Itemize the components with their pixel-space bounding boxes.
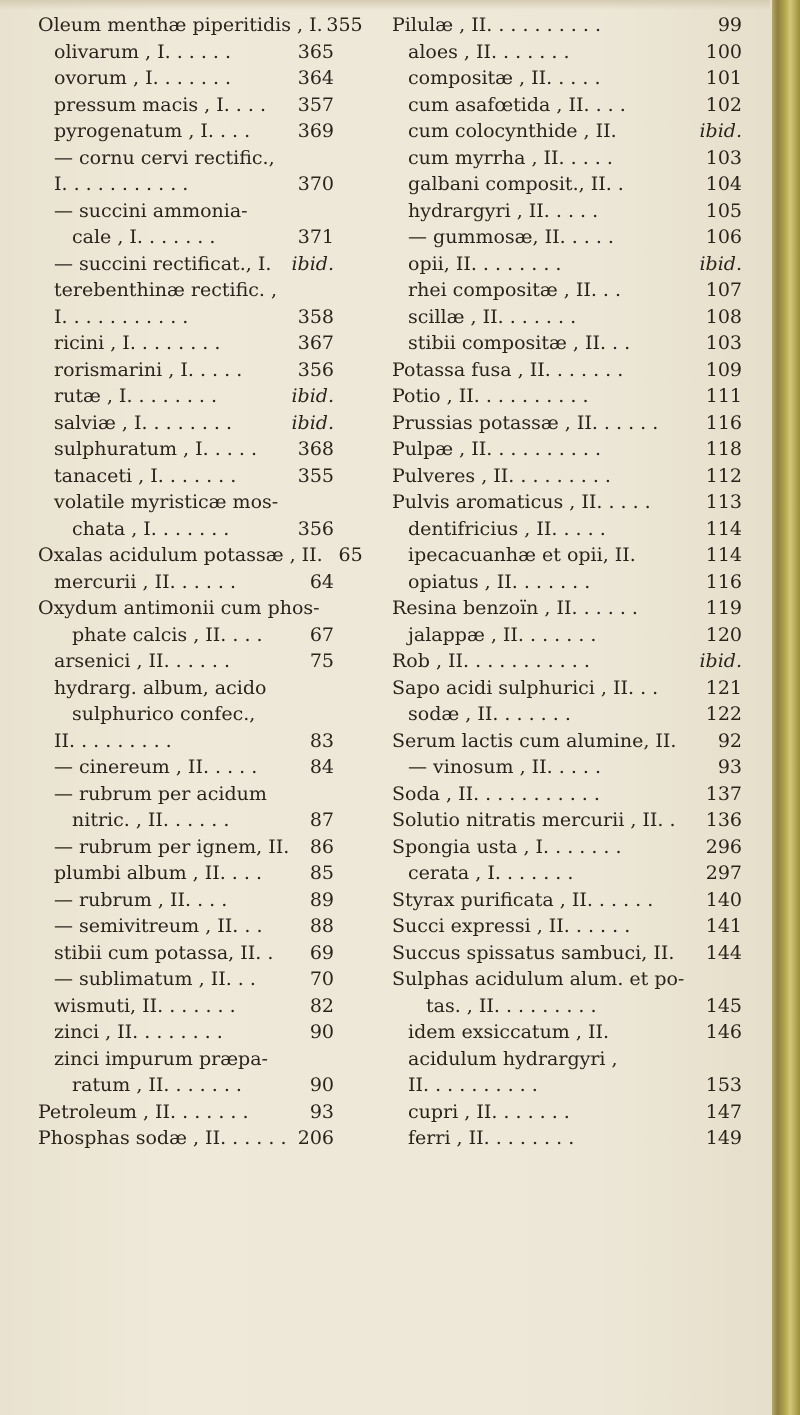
- entry-page-number: 137: [705, 782, 742, 805]
- entry-page-number: 65: [338, 544, 363, 566]
- index-entry: [392, 754, 742, 781]
- entry-page-number: 118: [705, 438, 742, 460]
- index-entry: [38, 622, 334, 649]
- index-entry: [392, 993, 742, 1020]
- entry-term: tanaceti , I. . . . . . .: [54, 464, 237, 487]
- entry-page-number: 93: [309, 1100, 334, 1123]
- entry-term: Succi expressi , II. . . . . .: [392, 915, 631, 937]
- entry-term: phate calcis , II. . . .: [72, 623, 263, 646]
- entry-term: chata , I. . . . . . .: [72, 517, 230, 540]
- entry-term: jalappæ , II. . . . . . .: [408, 623, 597, 646]
- entry-term: — gummosæ, II. . . . .: [408, 226, 614, 248]
- entry-page-number: 136: [705, 809, 742, 831]
- index-entry: [38, 145, 334, 172]
- entry-page-number: 116: [705, 411, 742, 434]
- index-entry: [392, 648, 742, 675]
- index-entry: [392, 516, 742, 543]
- index-entry: [392, 569, 742, 596]
- entry-page-number: 146: [705, 1021, 742, 1043]
- entry-term: Pulpæ , II. . . . . . . . . .: [392, 438, 601, 460]
- index-entry: [392, 1046, 742, 1073]
- entry-term: scillæ , II. . . . . . .: [408, 305, 577, 328]
- index-entry: [38, 39, 334, 66]
- entry-term: Oxalas acidulum potassæ , II.: [38, 544, 323, 566]
- entry-term: stibii compositæ , II. . .: [408, 332, 631, 354]
- entry-term: opii, II. . . . . . . .: [408, 252, 562, 275]
- index-entry: [392, 728, 742, 755]
- entry-term: idem exsiccatum , II.: [408, 1021, 609, 1043]
- index-entry: [38, 648, 334, 675]
- entry-term: I. . . . . . . . . . .: [54, 173, 189, 195]
- entry-term: Potio , II. . . . . . . . . .: [392, 385, 589, 407]
- index-entry: [392, 622, 742, 649]
- index-entry: [392, 1125, 742, 1152]
- entry-page-number: 367: [297, 332, 334, 354]
- entry-page-number: 109: [705, 358, 742, 381]
- entry-page-number: 99: [717, 14, 742, 36]
- entry-page-number: 86: [309, 835, 334, 858]
- entry-page-number: 145: [705, 994, 742, 1017]
- index-entry: [38, 463, 334, 490]
- entry-term: Potassa fusa , II. . . . . . .: [392, 358, 624, 381]
- entry-page-number: 93: [717, 756, 742, 778]
- index-entry: [392, 595, 742, 622]
- index-entry: [38, 887, 334, 914]
- entry-term: Rob , II. . . . . . . . . . .: [392, 650, 590, 672]
- entry-term: — succini ammonia-: [54, 199, 248, 222]
- entry-term: galbani composit., II. .: [408, 173, 624, 195]
- index-entry: [392, 92, 742, 119]
- index-entry: [38, 701, 334, 728]
- index-entry: [392, 224, 742, 251]
- entry-page-number: 106: [705, 226, 742, 248]
- index-entry: [392, 357, 742, 384]
- entry-page-number: 153: [705, 1074, 742, 1096]
- entry-term: nitric. , II. . . . . .: [72, 809, 230, 831]
- index-entry: [38, 781, 334, 808]
- index-entry: [392, 1019, 742, 1046]
- entry-page-number: 67: [309, 623, 334, 646]
- index-entry: [392, 145, 742, 172]
- entry-term: pressum macis , I. . . .: [54, 93, 266, 116]
- entry-page-number: 368: [297, 438, 334, 460]
- entry-term: II. . . . . . . . .: [54, 729, 172, 752]
- entry-term: — cinereum , II. . . . .: [54, 756, 258, 778]
- index-entry: [392, 251, 742, 278]
- entry-page-number: 355: [326, 14, 363, 36]
- entry-term: — semivitreum , II. . .: [54, 915, 263, 937]
- entry-term: salviæ , I. . . . . . . .: [54, 411, 233, 434]
- index-entry: [38, 383, 334, 410]
- index-entry: [392, 277, 742, 304]
- index-entry: [38, 118, 334, 145]
- entry-term: Oxydum antimonii cum phos-: [38, 597, 320, 619]
- index-entry: [38, 966, 334, 993]
- index-entry: [392, 675, 742, 702]
- index-entry: [392, 1072, 742, 1099]
- entry-page-number: 149: [705, 1127, 742, 1149]
- entry-page-number: ibid.: [291, 252, 334, 275]
- entry-term: I. . . . . . . . . . .: [54, 305, 189, 328]
- entry-term: compositæ , II. . . . .: [408, 67, 601, 89]
- entry-page-number: ibid.: [699, 120, 742, 142]
- entry-page-number: 103: [705, 146, 742, 169]
- entry-term: Sapo acidi sulphurici , II. . .: [392, 676, 659, 699]
- index-entry: [38, 913, 334, 940]
- entry-page-number: 141: [705, 915, 742, 937]
- entry-page-number: 369: [297, 120, 334, 142]
- index-entry: [392, 65, 742, 92]
- entry-term: aloes , II. . . . . . .: [408, 40, 570, 63]
- entry-term: zinci , II. . . . . . . .: [54, 1021, 223, 1043]
- index-entry: [392, 807, 742, 834]
- entry-page-number: 144: [705, 941, 742, 964]
- entry-page-number: 87: [309, 809, 334, 831]
- entry-page-number: ibid.: [291, 385, 334, 407]
- index-entry: [38, 410, 334, 437]
- entry-page-number: 101: [705, 67, 742, 89]
- entry-term: Pilulæ , II. . . . . . . . . .: [392, 14, 601, 36]
- entry-page-number: 371: [297, 226, 334, 248]
- entry-page-number: 82: [309, 994, 334, 1017]
- entry-page-number: 356: [297, 358, 334, 381]
- entry-term: cum myrrha , II. . . . .: [408, 146, 613, 169]
- entry-term: dentifricius , II. . . . .: [408, 517, 606, 540]
- index-entry: [392, 198, 742, 225]
- index-entry: [392, 383, 742, 410]
- entry-page-number: 358: [297, 305, 334, 328]
- index-entry: [38, 171, 334, 198]
- entry-term: — vinosum , II. . . . .: [408, 756, 602, 778]
- entry-page-number: 108: [705, 305, 742, 328]
- entry-page-number: 105: [705, 199, 742, 222]
- entry-page-number: 355: [297, 464, 334, 487]
- index-entry: [38, 224, 334, 251]
- index-entry: [392, 1099, 742, 1126]
- entry-term: tas. , II. . . . . . . . .: [426, 994, 597, 1017]
- index-entry: [38, 834, 334, 861]
- index-entry: [392, 330, 742, 357]
- entry-page-number: 92: [717, 729, 742, 752]
- index-entry: [392, 410, 742, 437]
- index-entry: [392, 913, 742, 940]
- entry-page-number: 102: [705, 93, 742, 116]
- entry-page-number: 104: [705, 173, 742, 195]
- entry-page-number: 297: [705, 862, 742, 884]
- entry-page-number: 103: [705, 332, 742, 354]
- entry-page-number: 90: [309, 1074, 334, 1096]
- entry-page-number: 119: [705, 597, 742, 619]
- entry-term: zinci impurum præpa-: [54, 1047, 268, 1070]
- entry-page-number: 140: [705, 888, 742, 911]
- index-entry: [38, 330, 334, 357]
- index-entry: [392, 701, 742, 728]
- entry-term: ovorum , I. . . . . . .: [54, 67, 232, 89]
- entry-term: — cornu cervi rectific.,: [54, 146, 275, 169]
- index-entry: [38, 1019, 334, 1046]
- index-entry: [38, 1099, 334, 1126]
- entry-term: Soda , II. . . . . . . . . . .: [392, 782, 600, 805]
- index-entry: [38, 993, 334, 1020]
- index-entry: [38, 12, 363, 39]
- entry-page-number: ibid.: [291, 411, 334, 434]
- entry-term: Oleum menthæ piperitidis , I.: [38, 14, 323, 36]
- entry-term: stibii cum potassa, II. .: [54, 941, 274, 964]
- index-entry: [38, 436, 334, 463]
- index-entry: [38, 860, 334, 887]
- entry-page-number: 89: [309, 888, 334, 911]
- entry-term: Phosphas sodæ , II. . . . . .: [38, 1127, 287, 1149]
- index-entry: [38, 595, 334, 622]
- entry-page-number: 364: [297, 67, 334, 89]
- entry-page-number: 114: [705, 517, 742, 540]
- entry-term: cum asafœtida , II. . . .: [408, 93, 626, 116]
- index-entry: [392, 966, 742, 993]
- entry-term: hydrarg. album, acido: [54, 676, 267, 699]
- index-entry: [38, 1072, 334, 1099]
- entry-term: Solutio nitratis mercurii , II. .: [392, 809, 676, 831]
- entry-page-number: 75: [309, 650, 334, 672]
- entry-term: volatile myristicæ mos-: [54, 491, 279, 513]
- index-entry: [392, 887, 742, 914]
- entry-term: mercurii , II. . . . . .: [54, 570, 237, 593]
- index-entry: [392, 860, 742, 887]
- entry-term: arsenici , II. . . . . .: [54, 650, 231, 672]
- index-entry: [38, 65, 334, 92]
- index-column-left: [38, 12, 363, 1152]
- entry-term: cum colocynthide , II.: [408, 120, 617, 142]
- entry-term: opiatus , II. . . . . . .: [408, 570, 591, 593]
- entry-page-number: 107: [705, 279, 742, 301]
- entry-page-number: 69: [309, 941, 334, 964]
- index-entry: [392, 39, 742, 66]
- index-entry: [392, 489, 742, 516]
- entry-page-number: 64: [309, 570, 334, 593]
- entry-page-number: 147: [705, 1100, 742, 1123]
- index-entry: [38, 357, 334, 384]
- index-entry: [38, 198, 334, 225]
- entry-term: ferri , II. . . . . . . .: [408, 1127, 575, 1149]
- entry-page-number: 83: [309, 729, 334, 752]
- index-entry: [392, 304, 742, 331]
- entry-page-number: 122: [705, 703, 742, 725]
- entry-term: Sulphas acidulum alum. et po-: [392, 968, 685, 990]
- entry-page-number: 85: [309, 862, 334, 884]
- entry-page-number: 90: [309, 1021, 334, 1043]
- entry-page-number: 121: [705, 676, 742, 699]
- entry-term: Petroleum , II. . . . . . .: [38, 1100, 249, 1123]
- entry-term: ipecacuanhæ et opii, II.: [408, 544, 636, 566]
- index-entry: [392, 781, 742, 808]
- index-entry: [38, 542, 363, 569]
- entry-term: Styrax purificata , II. . . . . .: [392, 888, 654, 911]
- entry-term: Prussias potassæ , II. . . . . .: [392, 411, 659, 434]
- entry-term: ricini , I. . . . . . . .: [54, 332, 221, 354]
- entry-term: — sublimatum , II. . .: [54, 968, 256, 990]
- entry-term: II. . . . . . . . . .: [408, 1074, 538, 1096]
- index-entry: [38, 728, 334, 755]
- entry-page-number: 70: [309, 968, 334, 990]
- index-entry: [38, 516, 334, 543]
- entry-page-number: 112: [705, 464, 742, 487]
- index-entry: [38, 754, 334, 781]
- entry-page-number: 84: [309, 756, 334, 778]
- entry-page-number: ibid.: [699, 252, 742, 275]
- index-entry: [392, 12, 742, 39]
- entry-page-number: 88: [309, 915, 334, 937]
- index-column-right: [392, 12, 742, 1152]
- entry-page-number: 120: [705, 623, 742, 646]
- entry-term: — rubrum per acidum: [54, 782, 267, 805]
- entry-term: — rubrum per ignem, II.: [54, 835, 290, 858]
- index-entry: [392, 463, 742, 490]
- entry-term: Serum lactis cum alumine, II.: [392, 729, 677, 752]
- index-entry: [38, 1125, 334, 1152]
- entry-term: Succus spissatus sambuci, II.: [392, 941, 675, 964]
- entry-page-number: 370: [297, 173, 334, 195]
- index-entry: [38, 277, 334, 304]
- index-entry: [392, 436, 742, 463]
- entry-page-number: 357: [297, 93, 334, 116]
- book-spine: [772, 0, 800, 1415]
- entry-term: Pulvis aromaticus , II. . . . .: [392, 491, 651, 513]
- entry-term: plumbi album , II. . . .: [54, 862, 262, 884]
- index-entry: [38, 940, 334, 967]
- entry-page-number: 296: [705, 835, 742, 858]
- entry-term: Resina benzoïn , II. . . . . .: [392, 597, 638, 619]
- entry-term: acidulum hydrargyri ,: [408, 1047, 618, 1070]
- entry-term: pyrogenatum , I. . . .: [54, 120, 251, 142]
- entry-page-number: 116: [705, 570, 742, 593]
- index-entry: [392, 542, 742, 569]
- entry-term: rorismarini , I. . . . .: [54, 358, 243, 381]
- index-entry: [38, 675, 334, 702]
- entry-term: sulphurico confec.,: [72, 703, 256, 725]
- index-entry: [38, 1046, 334, 1073]
- index-entry: [38, 489, 334, 516]
- entry-term: olivarum , I. . . . . .: [54, 40, 232, 63]
- entry-term: cale , I. . . . . . .: [72, 226, 216, 248]
- index-entry: [392, 118, 742, 145]
- entry-page-number: 111: [705, 385, 742, 407]
- entry-term: hydrargyri , II. . . . .: [408, 199, 599, 222]
- page-top-edge: [0, 0, 770, 10]
- entry-term: sulphuratum , I. . . . .: [54, 438, 257, 460]
- entry-term: Pulveres , II. . . . . . . . .: [392, 464, 611, 487]
- entry-term: wismuti, II. . . . . . .: [54, 994, 236, 1017]
- entry-term: ratum , II. . . . . . .: [72, 1074, 242, 1096]
- entry-page-number: 114: [705, 544, 742, 566]
- index-entry: [38, 251, 334, 278]
- index-entry: [392, 171, 742, 198]
- entry-page-number: ibid.: [699, 650, 742, 672]
- index-entry: [38, 807, 334, 834]
- index-entry: [38, 304, 334, 331]
- entry-term: cupri , II. . . . . . .: [408, 1100, 570, 1123]
- entry-page-number: 206: [297, 1127, 334, 1149]
- entry-page-number: 100: [705, 40, 742, 63]
- entry-term: rhei compositæ , II. . .: [408, 279, 622, 301]
- index-entry: [392, 940, 742, 967]
- entry-term: cerata , I. . . . . . .: [408, 862, 574, 884]
- index-entry: [38, 92, 334, 119]
- entry-term: — succini rectificat., I.: [54, 252, 272, 275]
- entry-page-number: 113: [705, 491, 742, 513]
- entry-term: sodæ , II. . . . . . .: [408, 703, 571, 725]
- entry-term: terebenthinæ rectific. ,: [54, 279, 278, 301]
- entry-term: — rubrum , II. . . .: [54, 888, 228, 911]
- entry-term: rutæ , I. . . . . . . .: [54, 385, 218, 407]
- entry-term: Spongia usta , I. . . . . . .: [392, 835, 622, 858]
- entry-page-number: 365: [297, 40, 334, 63]
- index-entry: [392, 834, 742, 861]
- index-entry: [38, 569, 334, 596]
- entry-page-number: 356: [297, 517, 334, 540]
